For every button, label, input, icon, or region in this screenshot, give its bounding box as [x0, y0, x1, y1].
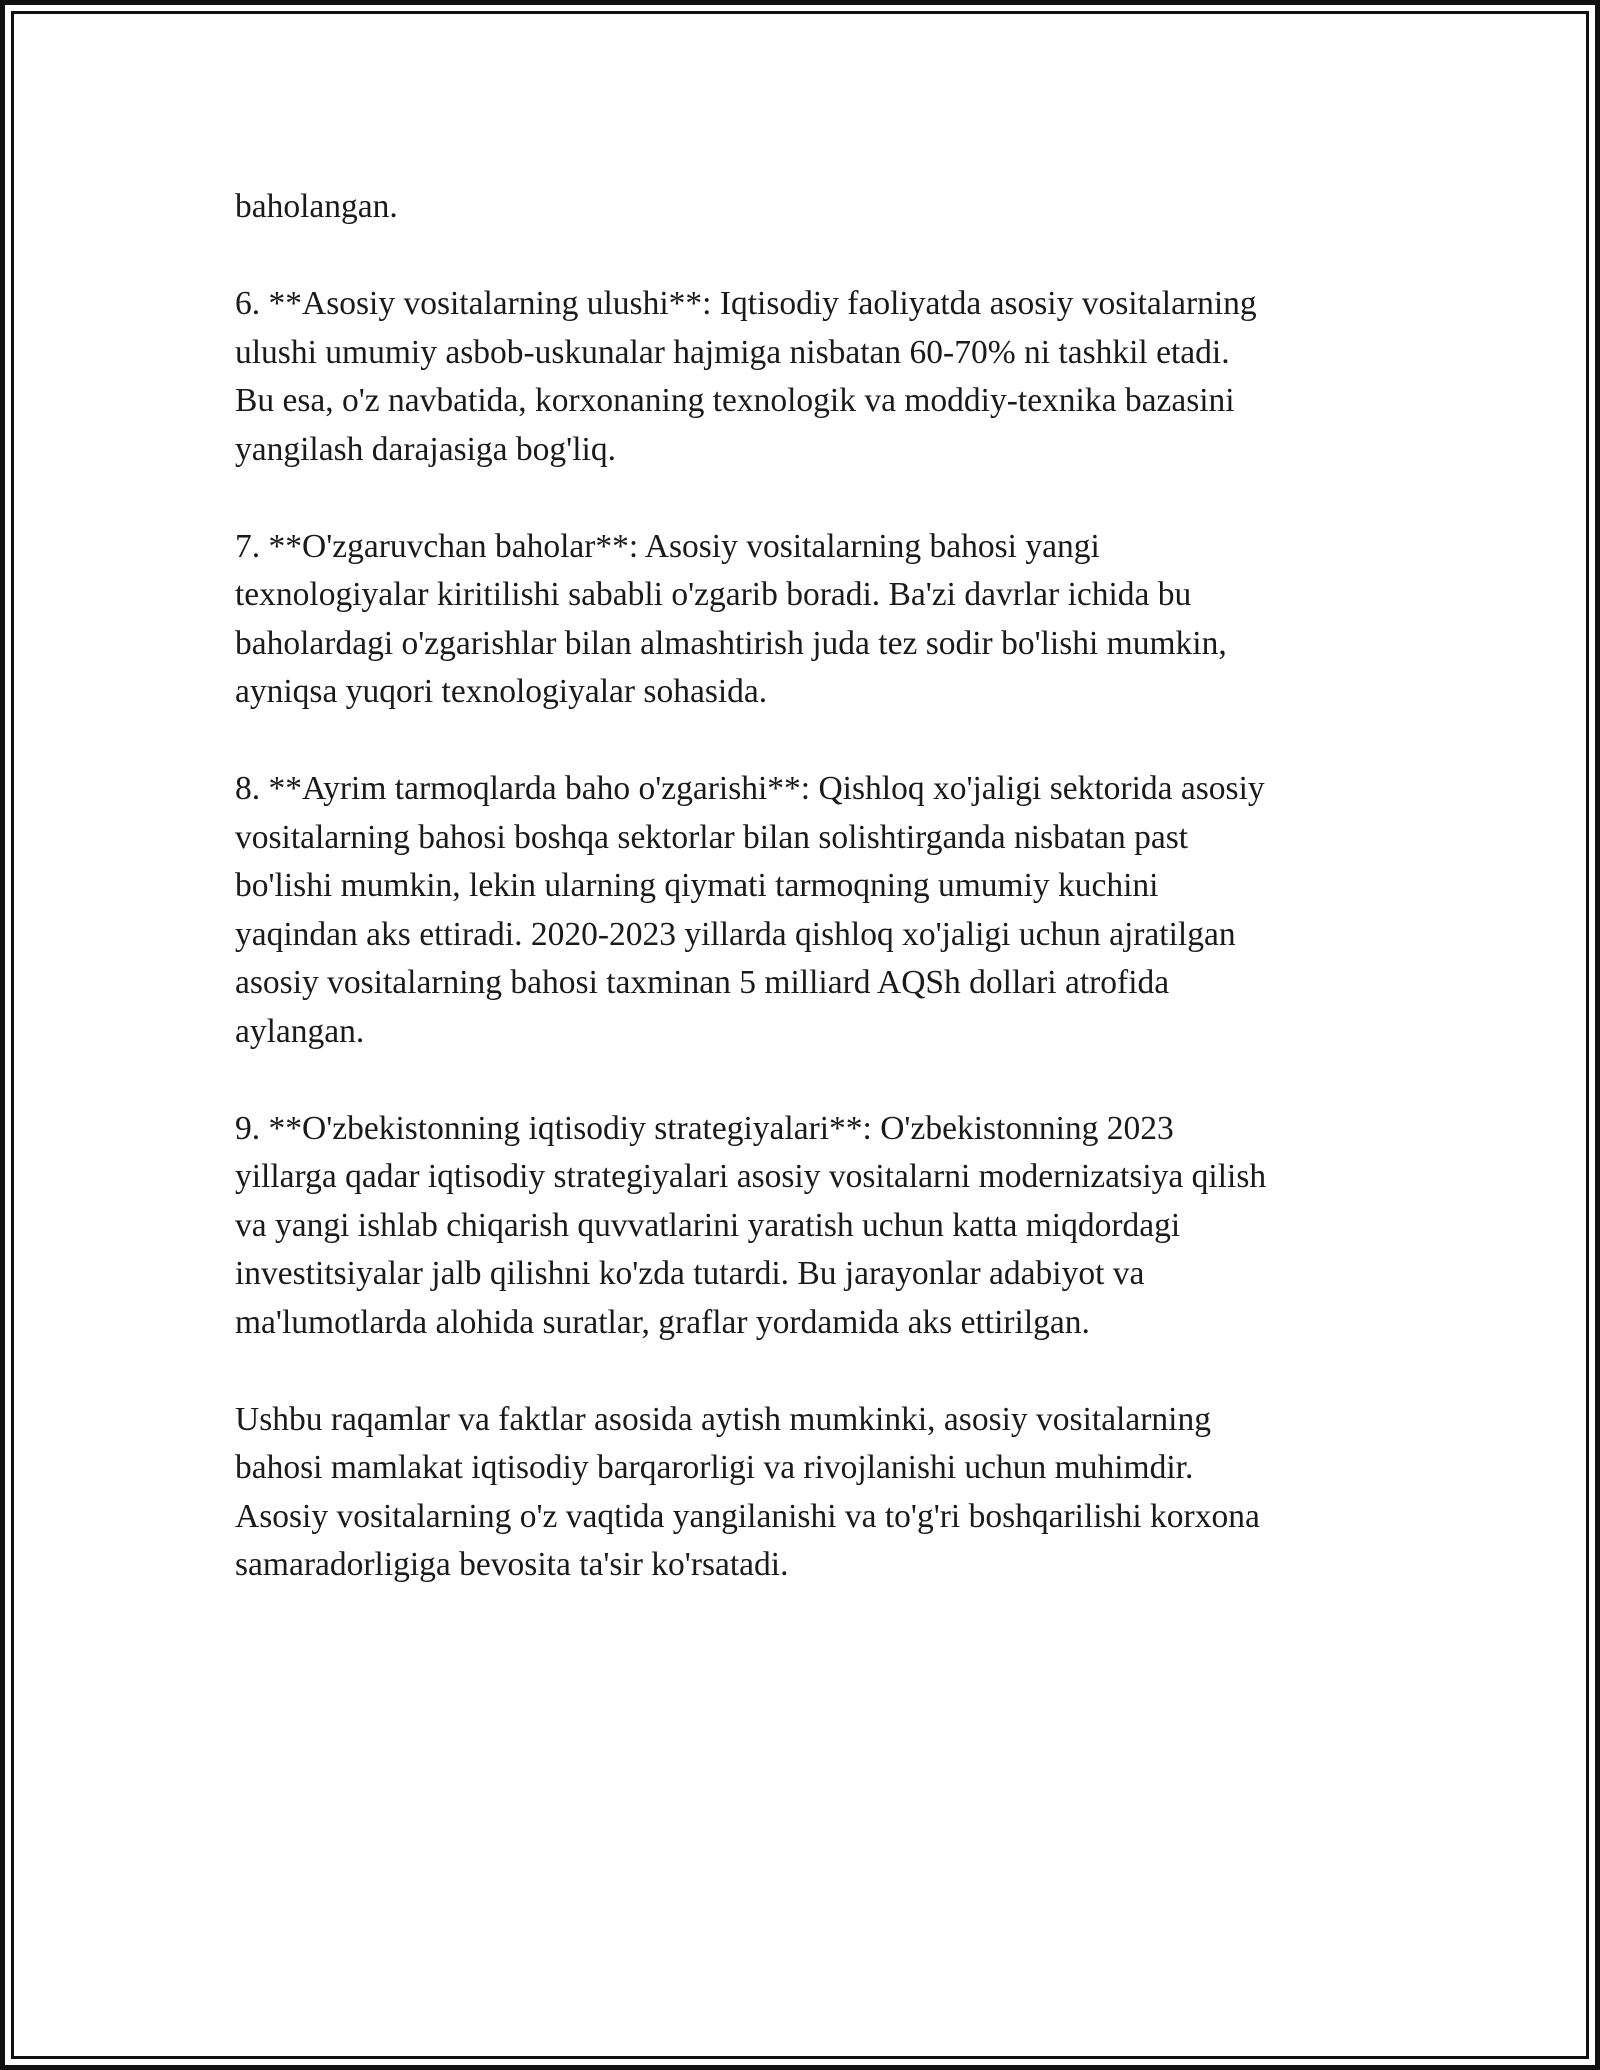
paragraph-continuation: baholangan.	[235, 188, 398, 225]
paragraph-item-6: 6. **Asosiy vositalarning ulushi**: Iqtisodiy faoliyatda asosiy vositalarning ulushi umumiy asbob-uskunalar hajmiga nisbatan 60-70% ni tashkil etadi. Bu esa, o'z navbatida, korxonaning texnologik va moddiy-texnika bazasini yangilash darajasiga bog'liq.	[235, 285, 1257, 468]
paragraph-item-8: 8. **Ayrim tarmoqlarda baho o'zgarishi**: Qishloq xo'jaligi sektorida asosiy vositalarning bahosi boshqa sektorlar bilan solishtirganda nisbatan past bo'lishi mumkin, lekin ularning qiymati tarmoqning umumiy kuchini yaqindan aks ettiradi. 2020-2023 yillarda qishloq xo'jaligi uchun ajratilgan asosiy vositalarning bahosi taxminan 5 milliard AQSh dollari atrofida aylangan.	[235, 770, 1265, 1050]
document-body	[235, 183, 1395, 1638]
paragraph-item-9: 9. **O'zbekistonning iqtisodiy strategiyalari**: O'zbekistonning 2023 yillarga qadar iqtisodiy strategiyalari asosiy vositalarni modernizatsiya qilish va yangi ishlab chiqarish quvvatlarini yaratish uchun katta miqdordagi investitsiyalar jalb qilishni ko'zda tutardi. Bu jarayonlar adabiyot va ma'lumotlarda alohida suratlar, graflar yordamida aks ettirilgan.	[235, 1109, 1267, 1341]
paragraph-conclusion: Ushbu raqamlar va faktlar asosida aytish mumkinki, asosiy vositalarning bahosi mamlakat iqtisodiy barqarorligi va rivojlanishi uchun muhimdir. Asosiy vositalarning o'z vaqtida yangilanishi va to'g'ri boshqarilishi korxona samaradorligiga bevosita ta'sir ko'rsatadi.	[235, 1400, 1260, 1583]
paragraph-item-7: 7. **O'zgaruvchan baholar**: Asosiy vositalarning bahosi yangi texnologiyalar kiritilishi sababli o'zgarib boradi. Ba'zi davrlar ichida bu baholardagi o'zgarishlar bilan almashtirish juda tez sodir bo'lishi mumkin, ayniqsa yuqori texnologiyalar sohasida.	[235, 527, 1227, 710]
